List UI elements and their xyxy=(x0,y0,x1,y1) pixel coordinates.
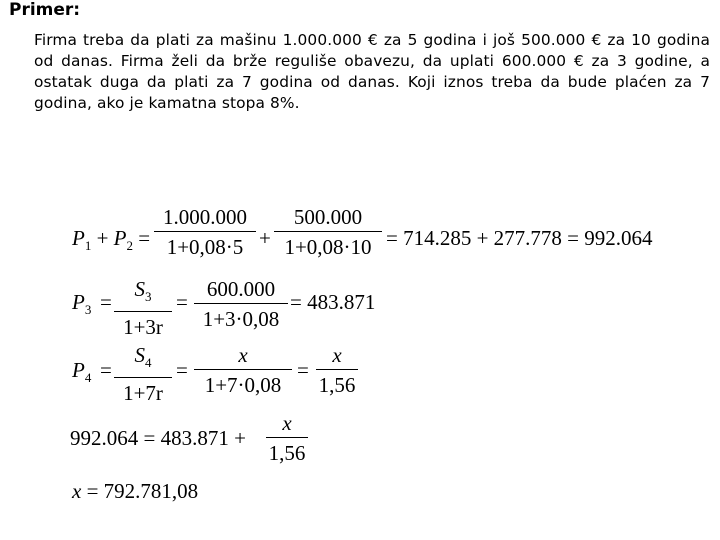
eq3-equals-2: = xyxy=(176,358,188,382)
eq1-lhs: $P_1 + P_2$ = xyxy=(72,226,151,253)
problem-statement: Firma treba da plati za mašinu 1.000.000 € za 5 godina i još 500.000 € za 10 godina od danas. Firma želi da brže reguliše obavezu, da uplati 600.000 € za 3 godine, a ostatak duga da plati za 7 godina od danas. Koji iznos treba da bude plaćen za 7 godina, ako je kamatna stopa 8%. xyxy=(34,31,710,112)
eq3-equals-1: = xyxy=(100,358,112,382)
eq4-fraction: x 1,56 xyxy=(266,411,308,465)
eq2-fraction-2: 600.000 1+3·0,08 xyxy=(194,277,288,331)
eq2-equals-2: = xyxy=(176,290,188,314)
eq4-lhs: 992.064 = 483.871 + xyxy=(70,426,246,450)
eq1-result: = 714.285 + 277.778 = 992.064 xyxy=(386,226,653,250)
eq3-fraction-2: x 1+7·0,08 xyxy=(194,343,292,397)
eq3-fraction-3: x 1,56 xyxy=(316,343,358,397)
eq2-equals-1: = xyxy=(100,290,112,314)
eq1-fraction-1: 1.000.000 1+0,08·5 xyxy=(154,205,256,259)
eq3-equals-3: = xyxy=(297,358,309,382)
eq3-fraction-1: $S_4$ 1+7r xyxy=(114,343,172,405)
eq2-result: = 483.871 xyxy=(290,290,376,314)
eq2-fraction-1: $S_3$ 1+3r xyxy=(114,277,172,339)
eq1-plus: + xyxy=(259,226,271,250)
eq3-lhs: $P_4$ xyxy=(72,358,92,385)
eq1-fraction-2: 500.000 1+0,08·10 xyxy=(274,205,382,259)
eq5-result: x = 792.781,08 xyxy=(72,479,199,503)
example-heading: Primer: xyxy=(9,0,81,20)
eq2-lhs: $P_3$ xyxy=(72,290,92,317)
